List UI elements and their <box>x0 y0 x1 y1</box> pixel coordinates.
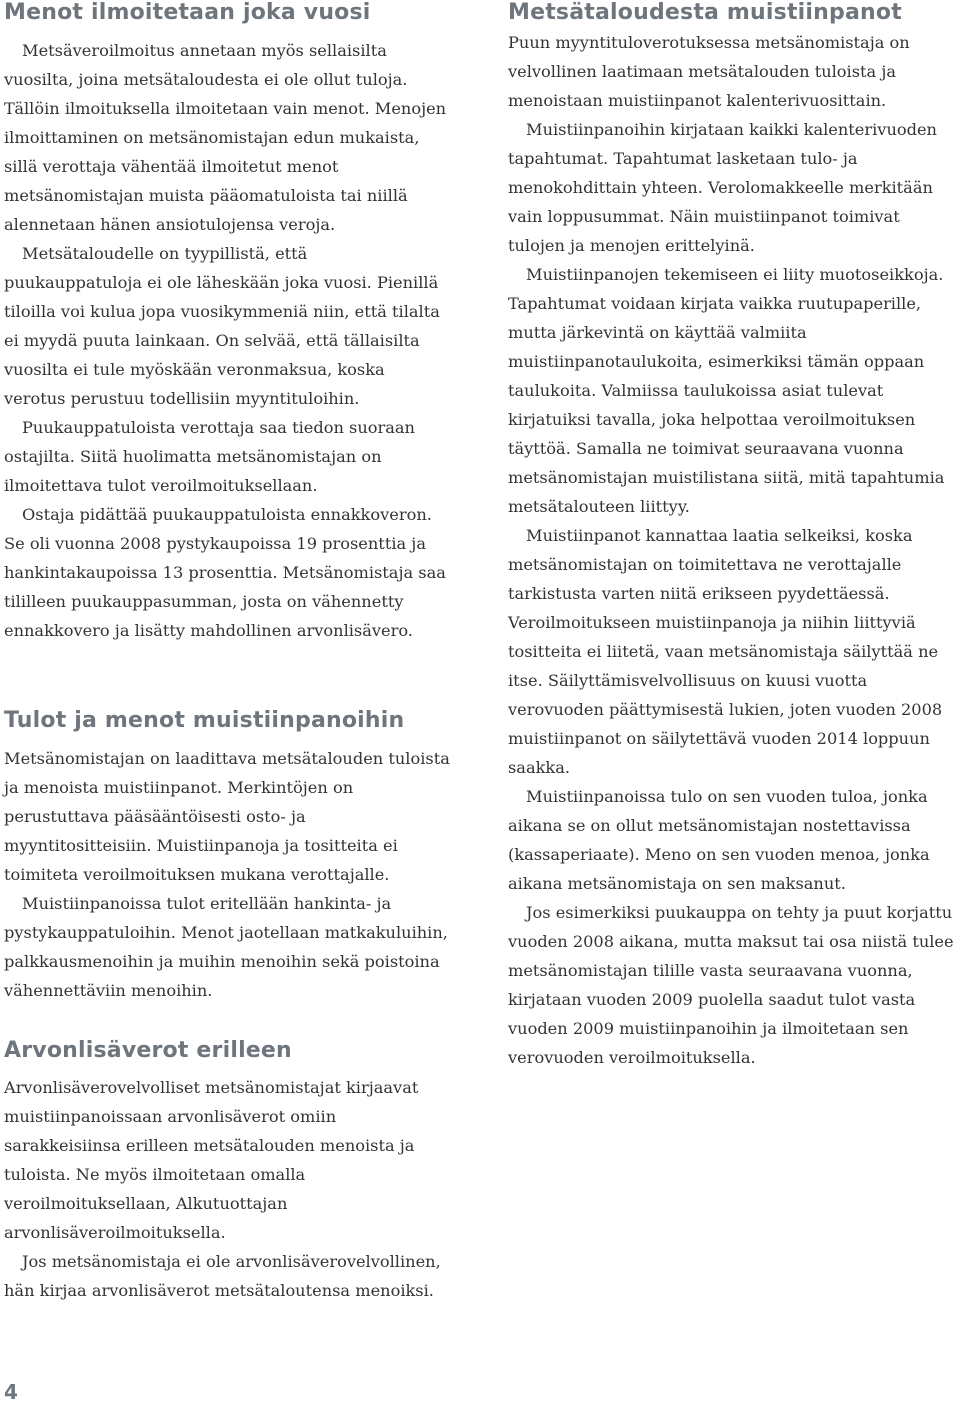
paragraph: Muistiinpanojen tekemiseen ei liity muotoseikkoja. Tapahtumat voidaan kirjata vaikka ruutupaperille, mutta järkevintä on käyttää valmiita muistiinpanotaulukoita, esimerkiksi tämän oppaan taulukoita. Valmiissa taulukoissa asiat tulevat kirjatuiksi tavalla, joka helpottaa veroilmoituksen täyttöä. Samalla ne toimivat seuraavana vuonna metsänomistajan muistilistana siitä, mitä tapahtumia metsätalouteen liittyy. <box>508 265 945 516</box>
section-title-arvonlisaverot: Arvonlisäverot erilleen <box>4 1038 292 1063</box>
paragraph: Ostaja pidättää puukauppatuloista ennakkoveron. Se oli vuonna 2008 pystykaupoissa 19 prosenttia ja hankintakaupoissa 13 prosenttia. Metsänomistaja saa tililleen puukauppasumman, josta on vähennetty ennakkovero ja lisätty mahdollinen arvonlisävero. <box>4 505 446 640</box>
section-body-arvonlisaverot <box>4 1073 450 1305</box>
paragraph: Metsänomistajan on laadittava metsätalouden tuloista ja menoista muistiinpanot. Merkintöjen on perustuttava pääsääntöisesti osto- ja myyntitositteisiin. Muistiinpanoja ja tositteita ei toimiteta veroilmoituksen mukana verottajalle. <box>4 749 450 884</box>
section-body-metsataloudesta-muistiinpanot <box>508 28 954 1072</box>
section-body-tulot-ja-menot <box>4 744 450 1005</box>
paragraph: Arvonlisäverovelvolliset metsänomistajat kirjaavat muistiinpanoissaan arvonlisäverot omiin sarakkeisiinsa erilleen metsätalouden menoista ja tuloista. Ne myös ilmoitetaan omalla veroilmoituksellaan, Alkutuottajan arvonlisäveroilmoituksella. <box>4 1078 419 1242</box>
paragraph: Puukauppatuloista verottaja saa tiedon suoraan ostajilta. Siitä huolimatta metsänomistajan on ilmoitettava tulot veroilmoituksellaan. <box>4 418 415 495</box>
page-number: 4 <box>4 1380 18 1404</box>
paragraph: Muistiinpanoihin kirjataan kaikki kalenterivuoden tapahtumat. Tapahtumat lasketaan tulo- ja menokohdittain yhteen. Verolomakkeelle merkitään vain loppusummat. Näin muistiinpanot toimivat tulojen ja menojen erittelyinä. <box>508 120 937 255</box>
paragraph: Jos metsänomistaja ei ole arvonlisäverovelvollinen, hän kirjaa arvonlisäverot metsätaloutensa menoiksi. <box>4 1252 441 1300</box>
paragraph: Metsätaloudelle on tyypillistä, että puukauppatuloja ei ole läheskään joka vuosi. Pienillä tiloilla voi kulua jopa vuosikymmeniä niin, että tilalta ei myydä puuta lainkaan. On selvää, että tällaisilta vuosilta ei tule myöskään veronmaksua, koska verotus perustuu todellisiin myyntituloihin. <box>4 244 440 408</box>
section-title-menot-ilmoitetaan: Menot ilmoitetaan joka vuosi <box>4 0 371 25</box>
paragraph: Muistiinpanoissa tulo on sen vuoden tuloa, jonka aikana se on ollut metsänomistajan nostettavissa (kassaperiaate). Meno on sen vuoden menoa, jonka aikana metsänomistaja on sen maksanut. <box>508 787 930 893</box>
section-title-metsataloudesta-muistiinpanot: Metsätaloudesta muistiinpanot <box>508 0 902 25</box>
paragraph: Jos esimerkiksi puukauppa on tehty ja puut korjattu vuoden 2008 aikana, mutta maksut tai osa niistä tulee metsänomistajan tilille vasta seuraavana vuonna, kirjataan vuoden 2009 puolella saadut tulot vasta vuoden 2009 muistiinpanoihin ja ilmoitetaan sen verovuoden veroilmoituksella. <box>508 903 954 1067</box>
paragraph: Muistiinpanot kannattaa laatia selkeiksi, koska metsänomistajan on toimitettava ne verottajalle tarkistusta varten niitä erikseen pyydettäessä. Veroilmoitukseen muistiinpanoja ja niihin liittyviä tositteita ei liitetä, vaan metsänomistaja säilyttää ne itse. Säilyttämisvelvollisuus on kuusi vuotta verovuoden päättymisestä lukien, joten vuoden 2008 muistiinpanot on säilytettävä vuoden 2014 loppuun saakka. <box>508 526 943 777</box>
section-body-menot-ilmoitetaan <box>4 36 450 645</box>
paragraph: Muistiinpanoissa tulot eritellään hankinta- ja pystykauppatuloihin. Menot jaotellaan matkakuluihin, palkkausmenoihin ja muihin menoihin sekä poistoina vähennettäviin menoihin. <box>4 894 448 1000</box>
section-title-tulot-ja-menot: Tulot ja menot muistiinpanoihin <box>4 708 405 733</box>
paragraph: Metsäveroilmoitus annetaan myös sellaisilta vuosilta, joina metsätaloudesta ei ole ollut tuloja. Tällöin ilmoituksella ilmoitetaan vain menot. Menojen ilmoittaminen on metsänomistajan edun mukaista, sillä verottaja vähentää ilmoitetut menot metsänomistajan muista pääomatuloista tai niillä alennetaan hänen ansiotulojensa veroja. <box>4 41 447 234</box>
paragraph: Puun myyntituloverotuksessa metsänomistaja on velvollinen laatimaan metsätalouden tuloista ja menoistaan muistiinpanot kalenterivuosittain. <box>508 33 910 110</box>
